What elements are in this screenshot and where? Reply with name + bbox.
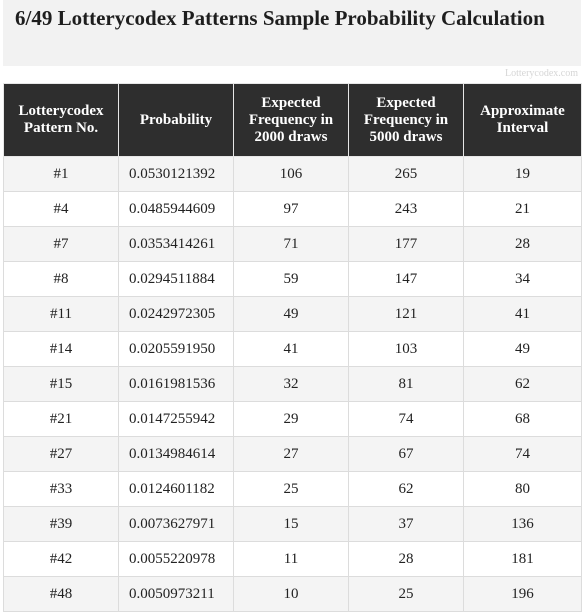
frequency-5000-cell: 177: [349, 227, 464, 262]
pattern-no-cell: #39: [4, 507, 119, 542]
frequency-5000-cell: 81: [349, 367, 464, 402]
interval-cell: 21: [464, 192, 582, 227]
frequency-2000-cell: 49: [234, 297, 349, 332]
table-row: [4, 577, 582, 612]
probability-cell: 0.0485944609: [119, 192, 234, 227]
frequency-2000-cell: 27: [234, 437, 349, 472]
frequency-2000-cell: 15: [234, 507, 349, 542]
frequency-2000-cell: 97: [234, 192, 349, 227]
probability-cell: 0.0124601182: [119, 472, 234, 507]
probability-cell: 0.0055220978: [119, 542, 234, 577]
pattern-no-cell: #7: [4, 227, 119, 262]
probability-cell: 0.0050973211: [119, 577, 234, 612]
header-frequency-2000: Expected Frequency in 2000 draws: [234, 84, 349, 157]
table-body: [4, 157, 582, 612]
probability-cell: 0.0242972305: [119, 297, 234, 332]
interval-cell: 196: [464, 577, 582, 612]
probability-cell: 0.0294511884: [119, 262, 234, 297]
pattern-no-cell: #14: [4, 332, 119, 367]
title-box: [3, 0, 581, 66]
probability-cell: 0.0205591950: [119, 332, 234, 367]
table-row: [4, 332, 582, 367]
pattern-no-cell: #42: [4, 542, 119, 577]
interval-cell: 19: [464, 157, 582, 192]
frequency-5000-cell: 25: [349, 577, 464, 612]
probability-cell: 0.0161981536: [119, 367, 234, 402]
frequency-2000-cell: 10: [234, 577, 349, 612]
interval-cell: 80: [464, 472, 582, 507]
pattern-no-cell: #27: [4, 437, 119, 472]
table-row: [4, 402, 582, 437]
probability-cell: 0.0530121392: [119, 157, 234, 192]
header-row: [4, 84, 582, 157]
frequency-5000-cell: 103: [349, 332, 464, 367]
page-title: 6/49 Lotterycodex Patterns Sample Probability Calculation: [15, 6, 545, 30]
pattern-no-cell: #8: [4, 262, 119, 297]
pattern-no-cell: #21: [4, 402, 119, 437]
frequency-5000-cell: 67: [349, 437, 464, 472]
pattern-no-cell: #4: [4, 192, 119, 227]
interval-cell: 28: [464, 227, 582, 262]
interval-cell: 136: [464, 507, 582, 542]
table-row: [4, 367, 582, 402]
table-row: [4, 262, 582, 297]
probability-cell: 0.0134984614: [119, 437, 234, 472]
watermark: Lotterycodex.com: [504, 68, 578, 79]
probability-cell: 0.0147255942: [119, 402, 234, 437]
header-pattern-no: Lotterycodex Pattern No.: [4, 84, 119, 157]
header-frequency-5000: Expected Frequency in 5000 draws: [349, 84, 464, 157]
frequency-5000-cell: 147: [349, 262, 464, 297]
frequency-2000-cell: 32: [234, 367, 349, 402]
frequency-5000-cell: 121: [349, 297, 464, 332]
table-header: [4, 84, 582, 157]
probability-table: [3, 83, 582, 612]
table-row: [4, 437, 582, 472]
frequency-2000-cell: 25: [234, 472, 349, 507]
interval-cell: 181: [464, 542, 582, 577]
frequency-5000-cell: 37: [349, 507, 464, 542]
table-row: [4, 542, 582, 577]
frequency-2000-cell: 59: [234, 262, 349, 297]
frequency-5000-cell: 265: [349, 157, 464, 192]
table-row: [4, 227, 582, 262]
probability-cell: 0.0073627971: [119, 507, 234, 542]
frequency-5000-cell: 28: [349, 542, 464, 577]
table-row: [4, 297, 582, 332]
interval-cell: 74: [464, 437, 582, 472]
frequency-2000-cell: 29: [234, 402, 349, 437]
frequency-2000-cell: 71: [234, 227, 349, 262]
table-row: [4, 192, 582, 227]
interval-cell: 49: [464, 332, 582, 367]
pattern-no-cell: #15: [4, 367, 119, 402]
frequency-5000-cell: 243: [349, 192, 464, 227]
frequency-2000-cell: 106: [234, 157, 349, 192]
interval-cell: 34: [464, 262, 582, 297]
pattern-no-cell: #48: [4, 577, 119, 612]
frequency-2000-cell: 41: [234, 332, 349, 367]
interval-cell: 62: [464, 367, 582, 402]
header-probability: Probability: [119, 84, 234, 157]
frequency-2000-cell: 11: [234, 542, 349, 577]
table-row: [4, 157, 582, 192]
pattern-no-cell: #1: [4, 157, 119, 192]
frequency-5000-cell: 74: [349, 402, 464, 437]
frequency-5000-cell: 62: [349, 472, 464, 507]
pattern-no-cell: #11: [4, 297, 119, 332]
table-row: [4, 507, 582, 542]
table-row: [4, 472, 582, 507]
interval-cell: 41: [464, 297, 582, 332]
header-interval: Approximate Interval: [464, 84, 582, 157]
probability-cell: 0.0353414261: [119, 227, 234, 262]
pattern-no-cell: #33: [4, 472, 119, 507]
interval-cell: 68: [464, 402, 582, 437]
